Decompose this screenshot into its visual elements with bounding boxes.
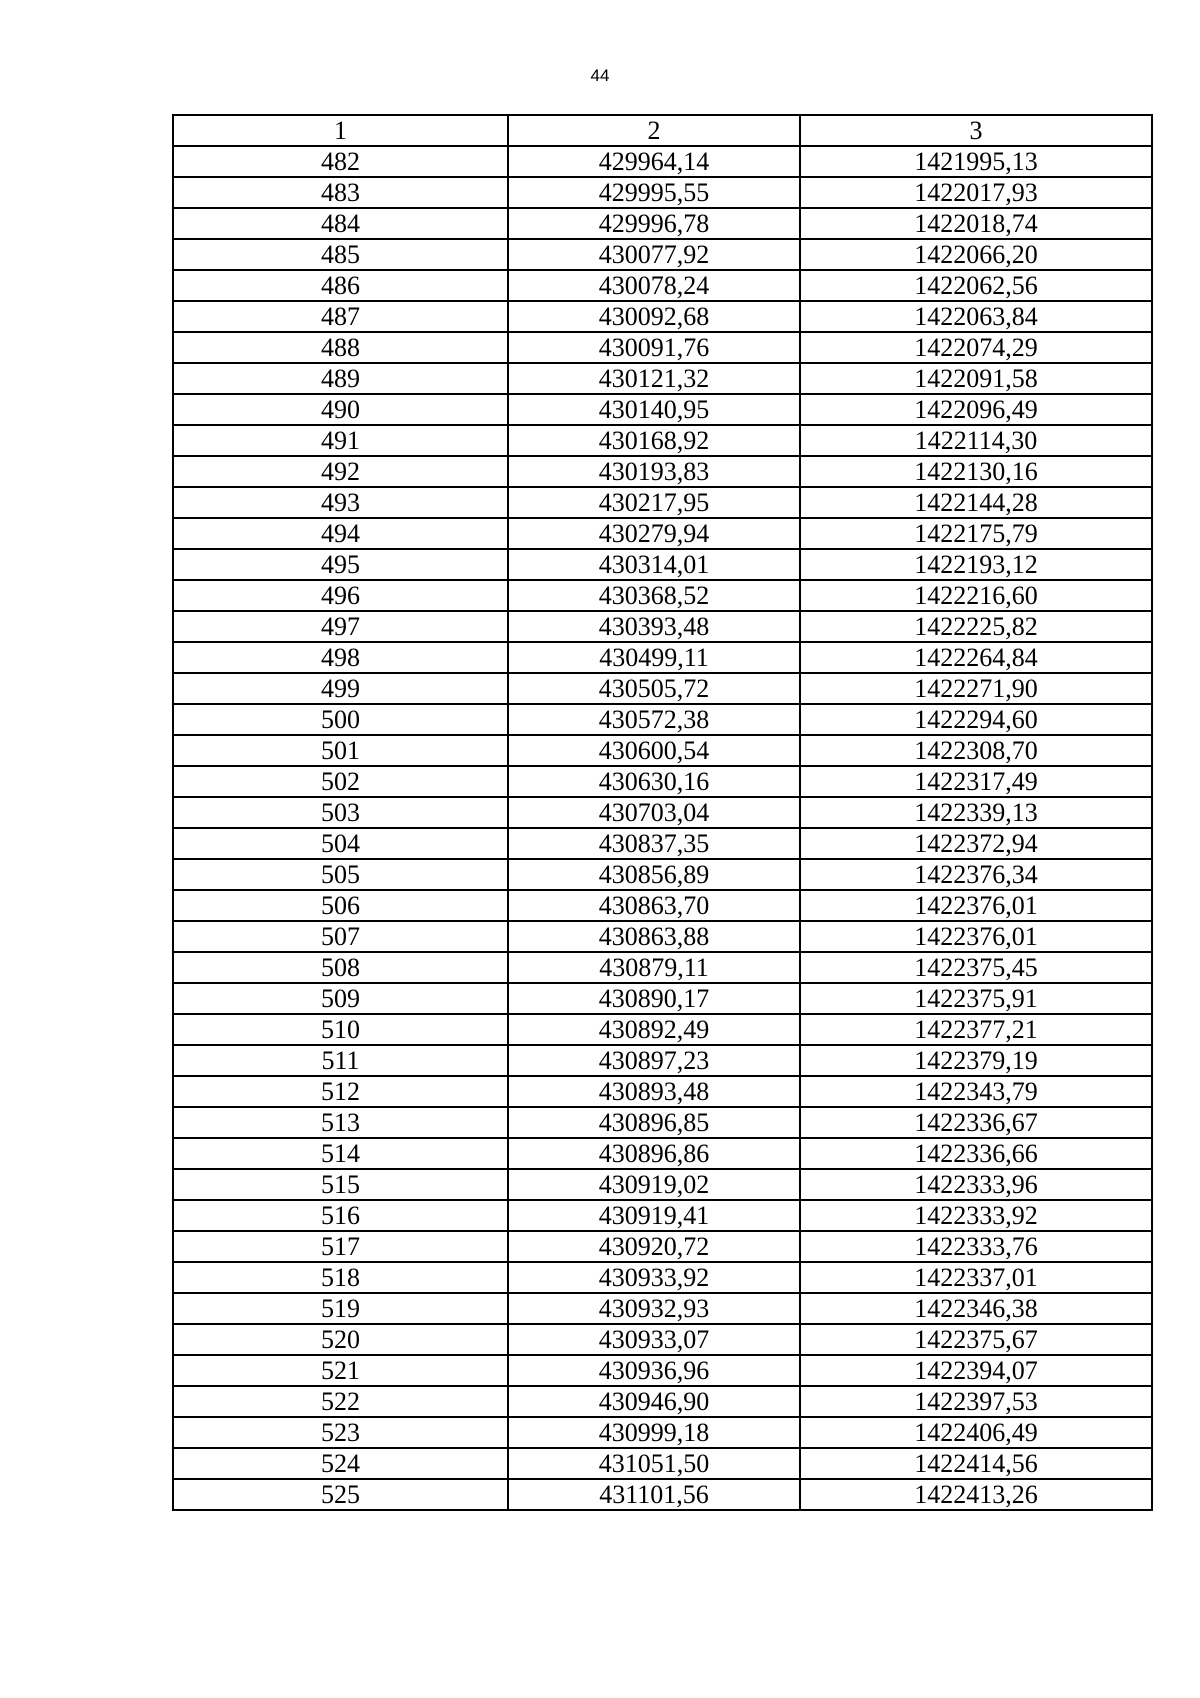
table-row [173,1045,1152,1076]
table-row [173,177,1152,208]
x-coordinate-cell: 430919,41 [508,1200,800,1231]
point-number-cell: 494 [173,518,508,549]
table-row [173,735,1152,766]
table-row [173,766,1152,797]
x-coordinate-cell: 429996,78 [508,208,800,239]
point-number-cell: 497 [173,611,508,642]
x-coordinate-cell: 430368,52 [508,580,800,611]
point-number-cell: 525 [173,1479,508,1510]
point-number-cell: 501 [173,735,508,766]
x-coordinate-cell: 430092,68 [508,301,800,332]
table-row [173,1262,1152,1293]
point-number-cell: 491 [173,425,508,456]
point-number-cell: 520 [173,1324,508,1355]
x-coordinate-cell: 430279,94 [508,518,800,549]
y-coordinate-cell: 1422339,13 [800,797,1152,828]
y-coordinate-cell: 1422216,60 [800,580,1152,611]
table-row [173,1448,1152,1479]
coordinates-table [172,114,1153,1511]
table-row [173,890,1152,921]
x-coordinate-cell: 430919,02 [508,1169,800,1200]
x-coordinate-cell: 430193,83 [508,456,800,487]
table-row [173,1231,1152,1262]
point-number-cell: 511 [173,1045,508,1076]
y-coordinate-cell: 1422375,67 [800,1324,1152,1355]
point-number-cell: 508 [173,952,508,983]
point-number-cell: 499 [173,673,508,704]
x-coordinate-cell: 430856,89 [508,859,800,890]
y-coordinate-cell: 1422375,91 [800,983,1152,1014]
y-coordinate-cell: 1422018,74 [800,208,1152,239]
x-coordinate-cell: 431051,50 [508,1448,800,1479]
column-header-2: 2 [508,115,800,146]
x-coordinate-cell: 430091,76 [508,332,800,363]
table-row [173,828,1152,859]
point-number-cell: 487 [173,301,508,332]
y-coordinate-cell: 1422225,82 [800,611,1152,642]
point-number-cell: 510 [173,1014,508,1045]
x-coordinate-cell: 430140,95 [508,394,800,425]
y-coordinate-cell: 1422346,38 [800,1293,1152,1324]
y-coordinate-cell: 1422372,94 [800,828,1152,859]
table-row [173,983,1152,1014]
table-row [173,332,1152,363]
x-coordinate-cell: 430572,38 [508,704,800,735]
table-row [173,1200,1152,1231]
x-coordinate-cell: 430920,72 [508,1231,800,1262]
x-coordinate-cell: 430217,95 [508,487,800,518]
x-coordinate-cell: 430863,70 [508,890,800,921]
x-coordinate-cell: 430121,32 [508,363,800,394]
point-number-cell: 516 [173,1200,508,1231]
y-coordinate-cell: 1422336,66 [800,1138,1152,1169]
y-coordinate-cell: 1422376,34 [800,859,1152,890]
x-coordinate-cell: 430932,93 [508,1293,800,1324]
y-coordinate-cell: 1422193,12 [800,549,1152,580]
point-number-cell: 507 [173,921,508,952]
table-row [173,146,1152,177]
table-row [173,1138,1152,1169]
x-coordinate-cell: 430933,92 [508,1262,800,1293]
page-number: 44 [590,66,610,85]
table-row [173,1479,1152,1510]
x-coordinate-cell: 430896,86 [508,1138,800,1169]
table-row [173,859,1152,890]
point-number-cell: 521 [173,1355,508,1386]
y-coordinate-cell: 1422379,19 [800,1045,1152,1076]
y-coordinate-cell: 1422406,49 [800,1417,1152,1448]
x-coordinate-cell: 430892,49 [508,1014,800,1045]
point-number-cell: 504 [173,828,508,859]
point-number-cell: 492 [173,456,508,487]
point-number-cell: 509 [173,983,508,1014]
table-row [173,1324,1152,1355]
point-number-cell: 512 [173,1076,508,1107]
y-coordinate-cell: 1422317,49 [800,766,1152,797]
table-row [173,611,1152,642]
y-coordinate-cell: 1422333,96 [800,1169,1152,1200]
x-coordinate-cell: 430077,92 [508,239,800,270]
table-row [173,549,1152,580]
table-row [173,270,1152,301]
point-number-cell: 496 [173,580,508,611]
y-coordinate-cell: 1422394,07 [800,1355,1152,1386]
table-row [173,704,1152,735]
y-coordinate-cell: 1422017,93 [800,177,1152,208]
x-coordinate-cell: 430893,48 [508,1076,800,1107]
point-number-cell: 514 [173,1138,508,1169]
table-row [173,1293,1152,1324]
point-number-cell: 515 [173,1169,508,1200]
y-coordinate-cell: 1422376,01 [800,890,1152,921]
point-number-cell: 506 [173,890,508,921]
table-row [173,1107,1152,1138]
table-row [173,1386,1152,1417]
point-number-cell: 505 [173,859,508,890]
point-number-cell: 488 [173,332,508,363]
table-row [173,301,1152,332]
y-coordinate-cell: 1422376,01 [800,921,1152,952]
table-row [173,1014,1152,1045]
y-coordinate-cell: 1422308,70 [800,735,1152,766]
y-coordinate-cell: 1422294,60 [800,704,1152,735]
point-number-cell: 500 [173,704,508,735]
x-coordinate-cell: 430168,92 [508,425,800,456]
x-coordinate-cell: 430837,35 [508,828,800,859]
y-coordinate-cell: 1422114,30 [800,425,1152,456]
x-coordinate-cell: 430879,11 [508,952,800,983]
column-header-3: 3 [800,115,1152,146]
y-coordinate-cell: 1422066,20 [800,239,1152,270]
table-row [173,394,1152,425]
point-number-cell: 517 [173,1231,508,1262]
point-number-cell: 484 [173,208,508,239]
point-number-cell: 503 [173,797,508,828]
point-number-cell: 482 [173,146,508,177]
y-coordinate-cell: 1422175,79 [800,518,1152,549]
y-coordinate-cell: 1422264,84 [800,642,1152,673]
x-coordinate-cell: 430314,01 [508,549,800,580]
column-header-1: 1 [173,115,508,146]
y-coordinate-cell: 1422333,92 [800,1200,1152,1231]
x-coordinate-cell: 430896,85 [508,1107,800,1138]
x-coordinate-cell: 430600,54 [508,735,800,766]
point-number-cell: 483 [173,177,508,208]
point-number-cell: 524 [173,1448,508,1479]
x-coordinate-cell: 430630,16 [508,766,800,797]
x-coordinate-cell: 430393,48 [508,611,800,642]
table-row [173,363,1152,394]
table-row [173,239,1152,270]
y-coordinate-cell: 1422337,01 [800,1262,1152,1293]
point-number-cell: 523 [173,1417,508,1448]
header-row [173,115,1152,146]
point-number-cell: 485 [173,239,508,270]
point-number-cell: 513 [173,1107,508,1138]
x-coordinate-cell: 430505,72 [508,673,800,704]
x-coordinate-cell: 430897,23 [508,1045,800,1076]
x-coordinate-cell: 429995,55 [508,177,800,208]
point-number-cell: 519 [173,1293,508,1324]
table-row [173,673,1152,704]
table-row [173,208,1152,239]
y-coordinate-cell: 1422343,79 [800,1076,1152,1107]
y-coordinate-cell: 1422375,45 [800,952,1152,983]
y-coordinate-cell: 1422096,49 [800,394,1152,425]
x-coordinate-cell: 430890,17 [508,983,800,1014]
y-coordinate-cell: 1422336,67 [800,1107,1152,1138]
y-coordinate-cell: 1422144,28 [800,487,1152,518]
point-number-cell: 489 [173,363,508,394]
table-row [173,797,1152,828]
table-row [173,580,1152,611]
y-coordinate-cell: 1422377,21 [800,1014,1152,1045]
table-row [173,1355,1152,1386]
x-coordinate-cell: 430999,18 [508,1417,800,1448]
table-row [173,1076,1152,1107]
table-row [173,425,1152,456]
table-row [173,952,1152,983]
table-body [173,146,1152,1510]
table-row [173,487,1152,518]
point-number-cell: 490 [173,394,508,425]
y-coordinate-cell: 1422063,84 [800,301,1152,332]
table-header [173,115,1152,146]
x-coordinate-cell: 430863,88 [508,921,800,952]
point-number-cell: 495 [173,549,508,580]
point-number-cell: 522 [173,1386,508,1417]
y-coordinate-cell: 1422413,26 [800,1479,1152,1510]
point-number-cell: 498 [173,642,508,673]
x-coordinate-cell: 430933,07 [508,1324,800,1355]
y-coordinate-cell: 1422397,53 [800,1386,1152,1417]
point-number-cell: 493 [173,487,508,518]
x-coordinate-cell: 431101,56 [508,1479,800,1510]
x-coordinate-cell: 430078,24 [508,270,800,301]
y-coordinate-cell: 1422414,56 [800,1448,1152,1479]
y-coordinate-cell: 1422271,90 [800,673,1152,704]
y-coordinate-cell: 1422333,76 [800,1231,1152,1262]
y-coordinate-cell: 1421995,13 [800,146,1152,177]
x-coordinate-cell: 430936,96 [508,1355,800,1386]
point-number-cell: 518 [173,1262,508,1293]
table-row [173,518,1152,549]
x-coordinate-cell: 430703,04 [508,797,800,828]
table-row [173,456,1152,487]
table-row [173,1417,1152,1448]
table-row [173,1169,1152,1200]
point-number-cell: 502 [173,766,508,797]
table-row [173,921,1152,952]
x-coordinate-cell: 430499,11 [508,642,800,673]
y-coordinate-cell: 1422062,56 [800,270,1152,301]
y-coordinate-cell: 1422074,29 [800,332,1152,363]
y-coordinate-cell: 1422091,58 [800,363,1152,394]
point-number-cell: 486 [173,270,508,301]
x-coordinate-cell: 430946,90 [508,1386,800,1417]
x-coordinate-cell: 429964,14 [508,146,800,177]
y-coordinate-cell: 1422130,16 [800,456,1152,487]
table-row [173,642,1152,673]
